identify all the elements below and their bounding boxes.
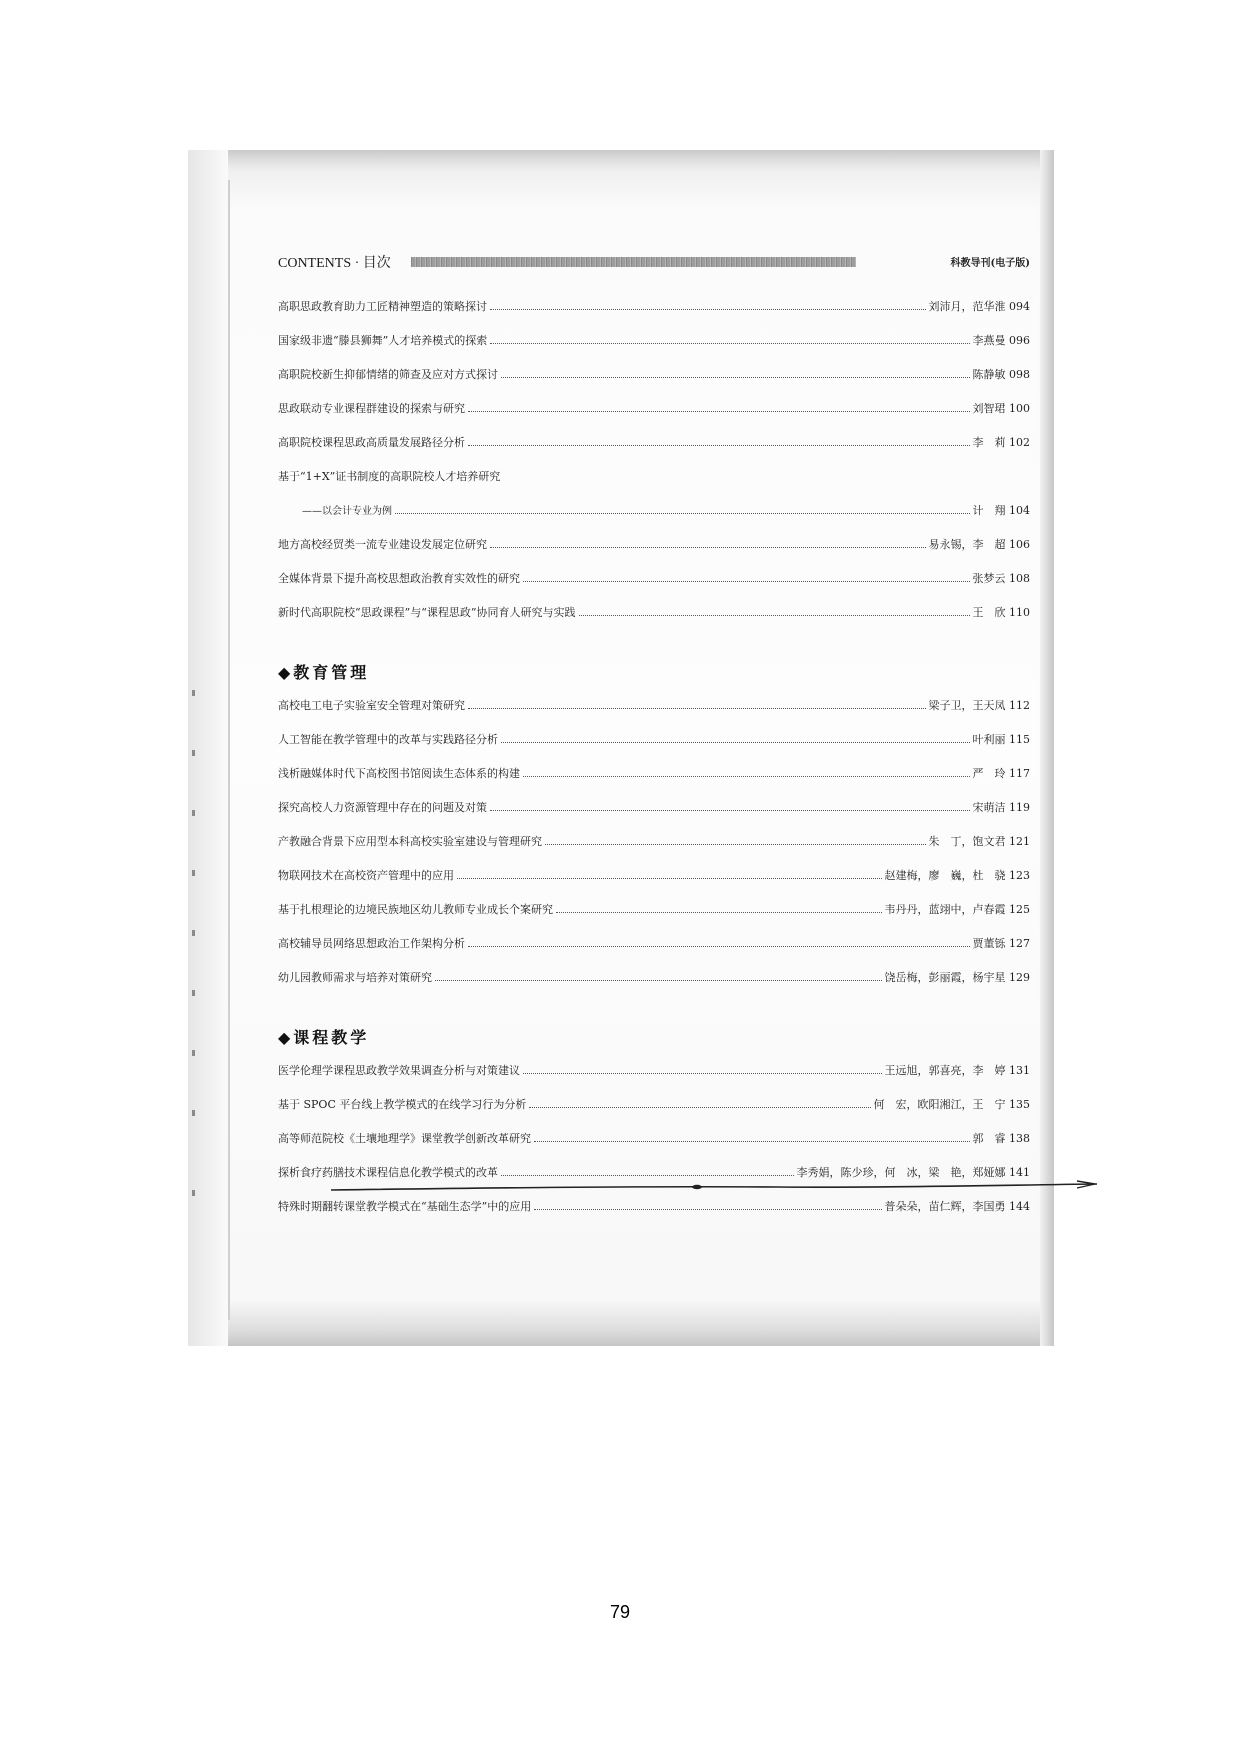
toc-entry[interactable] xyxy=(278,1062,1030,1078)
toc-entry-title: 地方高校经贸类一流专业建设发展定位研究 xyxy=(278,538,487,551)
scan-speck xyxy=(192,1050,195,1056)
toc-entry-author: 郭 睿 138 xyxy=(972,1132,1030,1145)
toc-entry[interactable] xyxy=(278,799,1030,815)
scan-speck xyxy=(192,1190,195,1196)
toc-entry[interactable] xyxy=(278,1164,1030,1180)
toc-entry-author: 刘沛月，范华淮 094 xyxy=(928,300,1030,313)
toc-entry[interactable] xyxy=(278,697,1030,713)
scan-speck xyxy=(192,1110,195,1116)
scan-speck xyxy=(192,690,195,696)
contents-header xyxy=(278,252,1030,272)
toc-entry[interactable] xyxy=(278,833,1030,849)
journal-name: 科教导刊(电子版) xyxy=(950,258,1030,269)
scan-right-edge xyxy=(1040,150,1054,1346)
toc-entry-author: 陈静敏 098 xyxy=(972,368,1030,381)
toc-entry[interactable] xyxy=(278,1198,1030,1214)
toc-entry[interactable] xyxy=(278,298,1030,314)
toc-entry-author: 叶利丽 115 xyxy=(972,733,1030,746)
scan-left-margin xyxy=(188,150,228,1346)
toc-entry-author: 李 莉 102 xyxy=(972,436,1030,449)
toc-entry-author: 王远旭，郭喜亮，李 婷 131 xyxy=(884,1064,1030,1077)
dot-leader xyxy=(468,938,970,947)
toc-entry[interactable] xyxy=(278,867,1030,883)
dot-leader xyxy=(490,301,926,310)
dot-leader xyxy=(468,700,926,709)
dot-leader xyxy=(395,505,970,514)
toc-entry[interactable] xyxy=(278,969,1030,985)
toc-entry-author: 张梦云 108 xyxy=(972,572,1030,585)
toc-entry[interactable] xyxy=(278,604,1030,620)
toc-entry-title: 高校辅导员网络思想政治工作架构分析 xyxy=(278,937,465,950)
dot-leader xyxy=(501,1167,794,1176)
toc-entry-title: 高等师范院校《土壤地理学》课堂教学创新改革研究 xyxy=(278,1132,531,1145)
toc-entry[interactable] xyxy=(278,332,1030,348)
toc-entry-author: 朱 丁，饱文君 121 xyxy=(928,835,1030,848)
toc-entry-title: 新时代高职院校“思政课程”与“课程思政”协同育人研究与实践 xyxy=(278,606,576,619)
toc-entry-author: 宋萌洁 119 xyxy=(972,801,1030,814)
dot-leader xyxy=(490,802,970,811)
toc-entry-title: 探究高校人力资源管理中存在的问题及对策 xyxy=(278,801,487,814)
dot-leader xyxy=(468,437,970,446)
toc-entry-title: 高职院校课程思政高质量发展路径分析 xyxy=(278,436,465,449)
scan-speck xyxy=(192,750,195,756)
toc-entry[interactable] xyxy=(278,765,1030,781)
dot-leader xyxy=(468,403,970,412)
toc-entry-author: 易永锡，李 超 106 xyxy=(928,538,1030,551)
toc-entry[interactable] xyxy=(278,935,1030,951)
toc-entry[interactable] xyxy=(278,434,1030,450)
dot-leader xyxy=(529,1099,870,1108)
toc-entry[interactable] xyxy=(278,468,1030,484)
section-heading-course-teaching: ◆课程教学 xyxy=(278,1028,370,1047)
toc-entry[interactable] xyxy=(278,1096,1030,1112)
dot-leader xyxy=(457,870,882,879)
toc-entry-author: 李秀娟，陈少珍，何 冰，梁 艳，郑娅娜 141 xyxy=(796,1166,1030,1179)
toc-entry-title: 人工智能在教学管理中的改革与实践路径分析 xyxy=(278,733,498,746)
toc-entry-author: 李燕曼 096 xyxy=(972,334,1030,347)
scan-speck xyxy=(192,990,195,996)
scan-fold-line xyxy=(228,180,230,1320)
toc-entry[interactable] xyxy=(278,731,1030,747)
toc-entry-title: 基于 SPOC 平台线上教学模式的在线学习行为分析 xyxy=(278,1098,527,1111)
dot-leader xyxy=(490,335,969,344)
dot-leader xyxy=(435,972,882,981)
toc-entry-title: 特殊时期翻转课堂教学模式在“基础生态学”中的应用 xyxy=(278,1200,532,1213)
dot-leader xyxy=(545,836,926,845)
toc-entry-title: 高职思政教育助力工匠精神塑造的策略探讨 xyxy=(278,300,487,313)
toc-entry-author: 计 翔 104 xyxy=(972,504,1030,517)
toc-entry-title: ——以会计专业为例 xyxy=(302,506,392,517)
toc-entry[interactable] xyxy=(278,366,1030,382)
scan-speck xyxy=(192,930,195,936)
dot-leader xyxy=(523,768,970,777)
toc-entry-title: 医学伦理学课程思政教学效果调查分析与对策建议 xyxy=(278,1064,520,1077)
toc-entry-title: 物联网技术在高校资产管理中的应用 xyxy=(278,869,454,882)
dot-leader xyxy=(534,1201,881,1210)
toc-entry-author: 普朵朵，苗仁辉，李国勇 144 xyxy=(884,1200,1030,1213)
toc-entry-title: 思政联动专业课程群建设的探索与研究 xyxy=(278,402,465,415)
dot-leader xyxy=(501,734,970,743)
scanned-page xyxy=(188,150,1054,1346)
toc-entry[interactable] xyxy=(278,1130,1030,1146)
toc-entry-title: 高职院校新生抑郁情绪的筛查及应对方式探讨 xyxy=(278,368,498,381)
toc-entry-title: 产教融合背景下应用型本科高校实验室建设与管理研究 xyxy=(278,835,542,848)
dot-leader xyxy=(501,369,970,378)
scan-speck xyxy=(192,870,195,876)
toc-entry-author: 饶岳梅，彭丽霞，杨宇星 129 xyxy=(884,971,1030,984)
dot-leader xyxy=(556,904,882,913)
toc-entry-author: 韦丹丹，蓝翊中，卢春霞 125 xyxy=(884,903,1030,916)
toc-entry-author: 刘智珺 100 xyxy=(972,402,1030,415)
dot-leader xyxy=(579,607,970,616)
toc-entry[interactable] xyxy=(278,536,1030,552)
toc-entry-title: 高校电工电子实验室安全管理对策研究 xyxy=(278,699,465,712)
toc-entry[interactable] xyxy=(278,570,1030,586)
toc-entry-title: 国家级非遗“滕县狮舞”人才培养模式的探索 xyxy=(278,334,488,347)
toc-entry[interactable] xyxy=(278,400,1030,416)
toc-entry-title: 基于“1+X”证书制度的高职院校人才培养研究 xyxy=(278,470,501,483)
toc-entry-title: 全媒体背景下提升高校思想政治教育实效性的研究 xyxy=(278,572,520,585)
dot-leader xyxy=(534,1133,970,1142)
toc-entry-author: 何 宏，欧阳湘江，王 宁 135 xyxy=(873,1098,1030,1111)
header-rule xyxy=(411,257,856,267)
toc-entry[interactable] xyxy=(278,901,1030,917)
toc-entry-author: 梁子卫，王天凤 112 xyxy=(928,699,1030,712)
toc-entry-author: 王 欣 110 xyxy=(972,606,1030,619)
scan-speck xyxy=(192,810,195,816)
toc-entry-author: 贾董铄 127 xyxy=(972,937,1030,950)
dot-leader xyxy=(523,573,970,582)
toc-entry-subtitle[interactable] xyxy=(278,502,1030,518)
page-number: 79 xyxy=(609,1602,631,1622)
toc-entry-author: 赵建梅，廖 巍，杜 骁 123 xyxy=(884,869,1030,882)
section-heading-education-management: ◆教育管理 xyxy=(278,663,370,682)
contents-label: CONTENTS · 目次 xyxy=(278,256,391,271)
handwritten-underline xyxy=(274,1178,1154,1198)
toc-entry-author: 严 玲 117 xyxy=(972,767,1030,780)
toc-entry-title: 基于扎根理论的边境民族地区幼儿教师专业成长个案研究 xyxy=(278,903,553,916)
toc-entry-title: 幼儿园教师需求与培养对策研究 xyxy=(278,971,432,984)
toc-entry-title: 浅析融媒体时代下高校图书馆阅读生态体系的构建 xyxy=(278,767,520,780)
dot-leader xyxy=(523,1065,882,1074)
dot-leader xyxy=(490,539,926,548)
toc-entry-title: 探析食疗药膳技术课程信息化教学模式的改革 xyxy=(278,1166,498,1179)
